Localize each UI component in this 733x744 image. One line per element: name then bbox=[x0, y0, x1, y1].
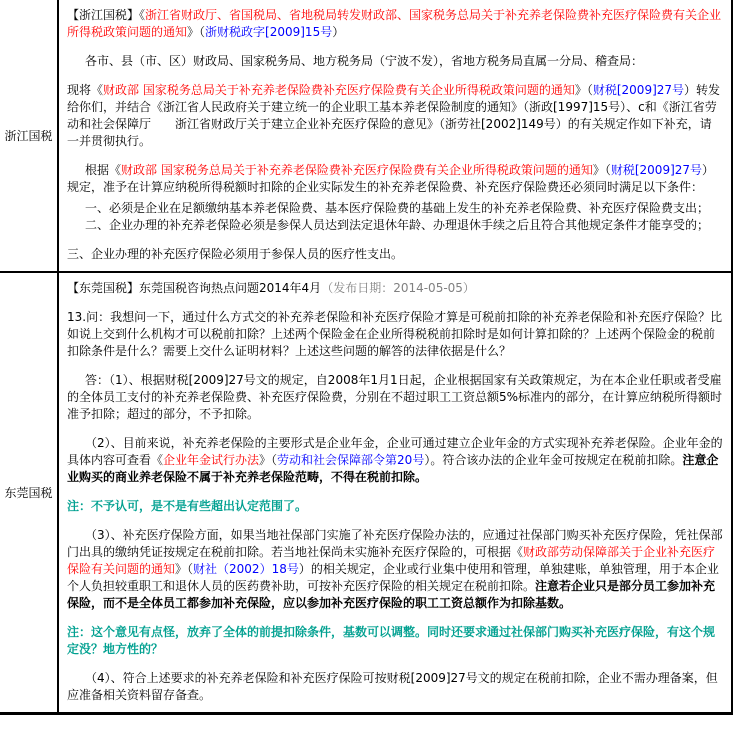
doc-number-text: 财税[2009]27号 bbox=[592, 83, 685, 97]
text-segment: （2）、目前来说，补充养老保险的主要形式是企业年金，企业可通过建立企业年金的方式实现补充养老保险。企业年金的具体内容可查看《 bbox=[67, 436, 723, 467]
publish-date-text: （发布日期：2014-05-05） bbox=[321, 281, 475, 295]
text-segment: （3）、补充医疗保险方面，如果当地社保部门实施了补充医疗保险办法的，应通过社保部门购买补充医疗保险，凭社保部门出具的缴纳凭证按规定在税前扣除。若当地社保尚未实施补充医疗保险的，可根据《 bbox=[67, 528, 723, 559]
paragraph bbox=[67, 498, 723, 515]
doc-title-text: 企业年金试行办法 bbox=[163, 453, 260, 467]
text-segment: 各市、县（市、区）财政局、国家税务局、地方税务局（宁波不发），省地方税务局直属一分局、稽查局： bbox=[85, 54, 644, 68]
text-segment: 》（ bbox=[175, 562, 194, 576]
text-segment: 》（ bbox=[187, 25, 206, 39]
paragraph bbox=[67, 82, 723, 150]
text-segment: 》（ bbox=[574, 83, 593, 97]
row-label: 浙江国税 bbox=[0, 0, 58, 272]
text-segment: （4）、符合上述要求的补充养老保险和补充医疗保险可按财税[2009]27号文的规定在税前扣除，企业不需办理备案，但应准备相关资料留存备查。 bbox=[67, 671, 718, 702]
paragraph bbox=[67, 309, 723, 360]
annotation-note-text: 注：这个意见有点怪，放弃了全体的前提扣除条件，基数可以调整。同时还要求通过社保部门购买补充医疗保险，有这个规定没？地方性的？ bbox=[67, 625, 716, 656]
paragraph bbox=[67, 527, 723, 612]
text-segment: ）。符合该办法的企业年金可按规定在税前扣除。 bbox=[424, 453, 683, 467]
doc-title-text: 浙江省财政厅、省国税局、省地税局转发财政部、国家税务总局关于补充养老保险费补充医疗保险费有关企业所得税政策问题的通知 bbox=[67, 8, 722, 39]
text-segment: ）的相关规定，企业或行业集中使用和管理，单独建账，单独管理，用于本企业个人负担较重职工和退休人员的医药费补助，可按补充医疗保险的相关规定在税前扣除。 bbox=[67, 562, 719, 593]
text-segment: ）转发给你们，并结合《浙江省人民政府关于建立统一的企业职工基本养老保险制度的通知》（浙政[1997]15号）、c和《浙江省劳动和社会保障厅 浙江省财政厅关于建立企业补充医疗保险的意见》（浙劳社[2002]149号）的有关规定作如下补充，请一并贯彻执行。 bbox=[67, 83, 721, 148]
paragraph bbox=[67, 53, 723, 70]
doc-number-text: 浙财税政字[2009]15号 bbox=[205, 25, 333, 39]
paragraph bbox=[67, 435, 723, 486]
doc-title-text: 财政部劳动保障部关于企业补充医疗保险有关问题的通知 bbox=[67, 545, 716, 576]
annotation-note-text: 注：不予认可，是不是有些超出认定范围了。 bbox=[67, 499, 308, 513]
text-segment: 》（ bbox=[592, 163, 611, 177]
doc-title-text: 财政部 国家税务总局关于补充养老保险费补充医疗保险费有关企业所得税政策问题的通知 bbox=[121, 163, 593, 177]
row-label: 东莞国税 bbox=[0, 272, 58, 714]
paragraph bbox=[67, 624, 723, 658]
paragraph bbox=[67, 670, 723, 704]
doc-title-text: 财政部 国家税务总局关于补充养老保险费补充医疗保险费有关企业所得税政策问题的通知 bbox=[103, 83, 575, 97]
text-segment: 二、企业办理的补充养老保险必须是参保人员达到法定退休年龄、办理退休手续之后且符合其他规定条件才能享受的； bbox=[85, 218, 710, 232]
emphasis-text: 注意企业购买的商业养老保险不属于补充养老保险范畴，不得在税前扣除。 bbox=[67, 453, 719, 484]
paragraph bbox=[67, 200, 723, 217]
paragraph bbox=[67, 7, 723, 41]
emphasis-text: 注意若企业只是部分员工参加补充保险，而不是全体员工都参加补充保险，应以参加补充医疗保险的职工工资总额作为扣除基数。 bbox=[67, 579, 716, 610]
doc-number-text: 财社（2002）18号 bbox=[193, 562, 299, 576]
text-segment: 答：（1）、根据财税[2009]27号文的规定，自2008年1月1日起，企业根据国家有关政策规定，为在本企业任职或者受雇的全体员工支付的补充养老保险费、补充医疗保险费，分别在不超过职工工资总额5%标准内的部分，在计算应纳税所得额时准予扣除；超过的部分，不予扣除。 bbox=[67, 373, 723, 421]
doc-number-text: 财税[2009]27号 bbox=[610, 163, 703, 177]
text-segment: ） bbox=[332, 25, 345, 39]
text-segment: ）规定，准予在计算应纳税所得税额时扣除的企业实际发生的补充养老保险费、补充医疗保险费还必须同时满足以下条件： bbox=[67, 163, 715, 194]
doc-number-text: 劳动和社会保障部令第20号 bbox=[277, 453, 425, 467]
paragraph bbox=[67, 280, 723, 297]
text-segment: 一、必须是企业在足额缴纳基本养老保险费、基本医疗保险费的基础上发生的补充养老保险费、补充医疗保险费支出； bbox=[85, 201, 710, 215]
row-content bbox=[58, 0, 732, 272]
text-segment: 三、企业办理的补充医疗保险必须用于参保人员的医疗性支出。 bbox=[67, 247, 404, 261]
paragraph bbox=[67, 217, 723, 234]
paragraph bbox=[67, 246, 723, 263]
text-segment: 现将《 bbox=[67, 83, 104, 97]
text-segment: 【浙江国税】《 bbox=[67, 8, 146, 22]
paragraph bbox=[67, 162, 723, 196]
table-row bbox=[0, 0, 732, 272]
text-segment: 》（ bbox=[259, 453, 278, 467]
paragraph bbox=[67, 372, 723, 423]
text-segment: 13.问：我想问一下，通过什么方式交的补充养老保险和补充医疗保险才算是可税前扣除的补充养老保险和补充医疗保险？比如说上交到什么机构才可以税前扣除？上述两个保险金在企业所得税税前扣除时是如何计算扣除的？上述两个保险金的税前扣除条件是什么？需要上交什么证明材料？上述这些问题的解答的法律依据是什么？ bbox=[67, 310, 723, 358]
row-content bbox=[58, 272, 732, 714]
text-segment: 【东莞国税】东莞国税咨询热点问题2014年4月 bbox=[67, 281, 322, 295]
table-row bbox=[0, 272, 732, 714]
text-segment: 根据《 bbox=[85, 163, 122, 177]
